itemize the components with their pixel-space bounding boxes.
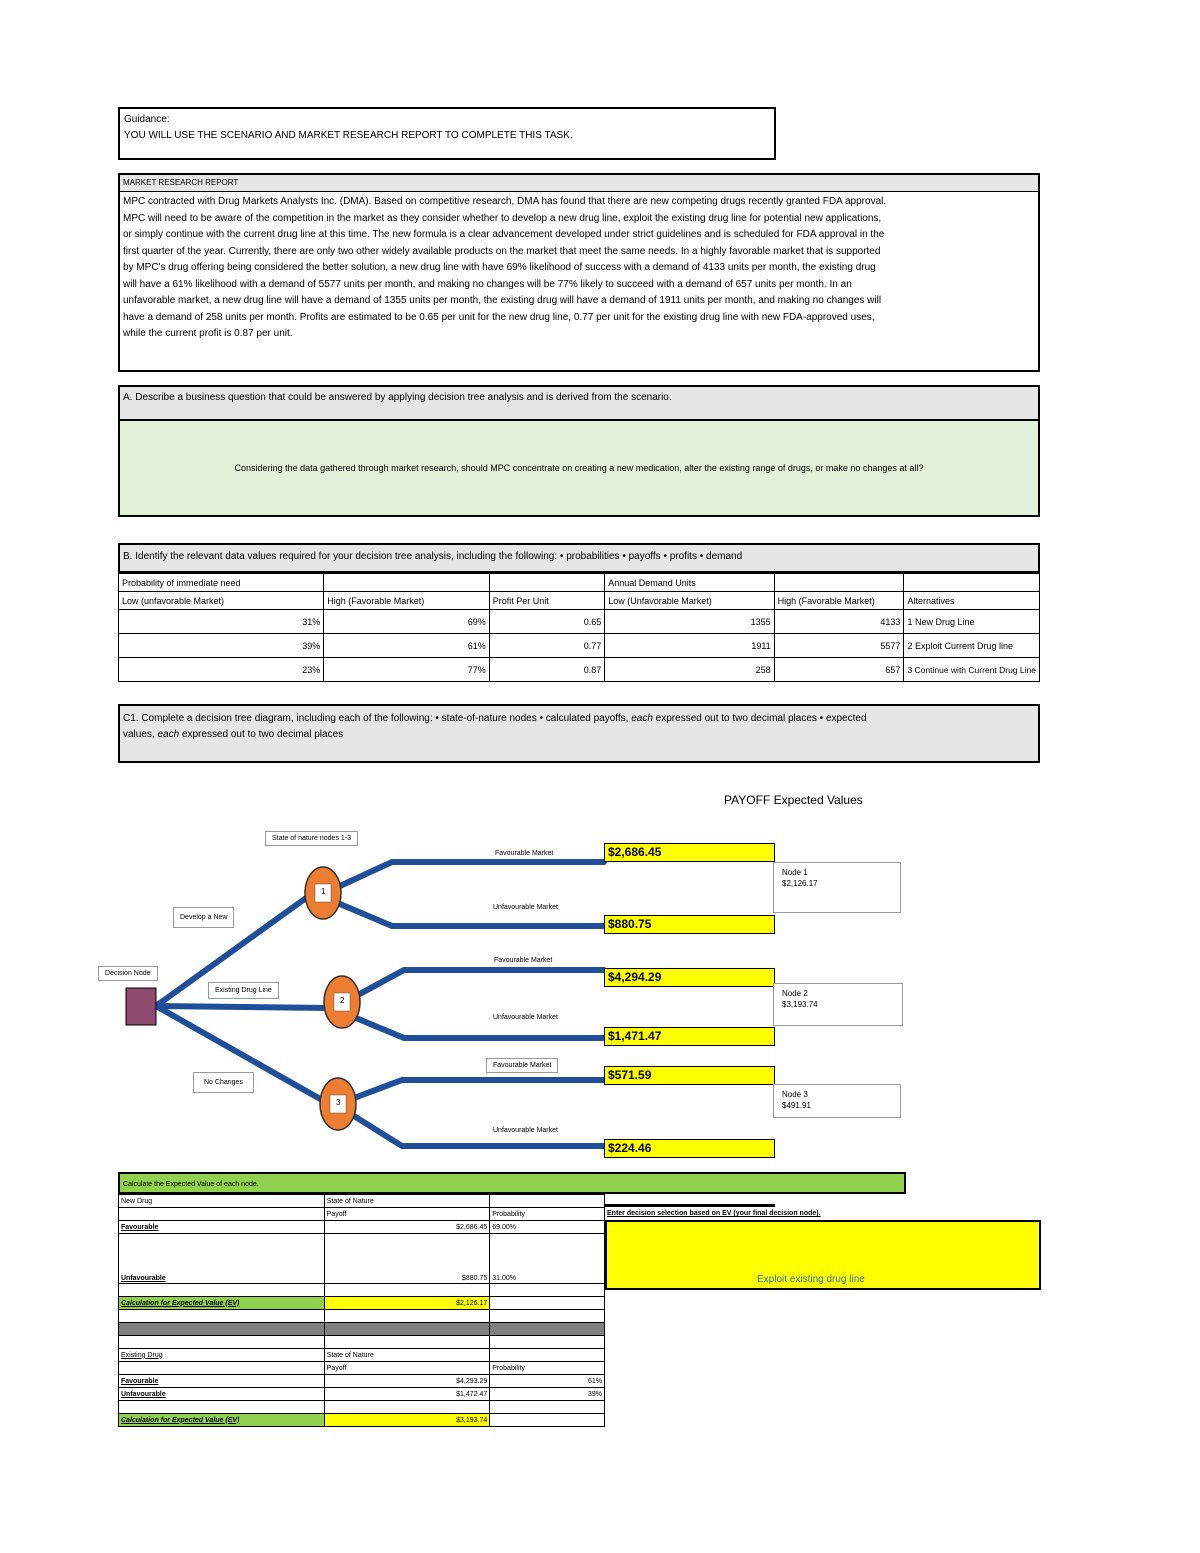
ev-cell [490,1284,605,1297]
table-cell: 5577 [774,634,904,658]
ev-cell [324,1401,490,1414]
table-cell: 0.87 [489,658,605,682]
ev-cell [490,1310,605,1323]
branch-node2-fav [356,970,604,996]
ev-cell: 39% [490,1388,605,1401]
column-header: Profit Per Unit [489,592,605,610]
decision-node-label: Decision Node [98,966,158,981]
ev-cell: Payoff [324,1362,490,1375]
table-cell: 1911 [605,634,774,658]
ev-cell [324,1310,490,1323]
ev-cell [490,1414,605,1427]
ev-cell [119,1336,325,1349]
payoff-header: PAYOFF [724,793,771,807]
ev-cell: $4,293.29 [324,1375,490,1388]
decision-selection-label-text: Enter decision selection based on EV (your final decision node). [607,1210,821,1217]
c1-text: C1. Complete a decision tree diagram, including each of the following: • state-of-nature nodes • calculated payoffs, [123,713,632,724]
node-ev-value: $3,193.74 [782,1000,818,1009]
ev-cell [119,1323,325,1336]
ev-cell: Probability [490,1362,605,1375]
node-ev-value: $2,126.17 [782,879,818,888]
table-cell: 3 Continue with Current Drug Line [904,658,1040,682]
ev-header: Expected Values [773,793,863,807]
unfavorable-label: Unfavourable Market [493,1127,558,1134]
report-line: will have a 61% likelihood with a demand of 5577 units per month, and making no changes will be 77% likely to succeed with a demand of 657 units per month. In an [123,278,852,290]
branch-node1-unfav [340,904,604,926]
table-cell: Annual Demand Units [605,574,774,592]
favorable-label: Favourable Market [495,850,554,857]
ev-cell [119,1362,325,1375]
c1-text: expressed out to two decimal places [179,729,344,740]
decision-node-shape [126,988,156,1025]
unfavorable-label: Unfavourable Market [493,1014,558,1021]
ev-cell [490,1401,605,1414]
node-ev-label: Node 3 [782,1090,808,1099]
ev-cell [119,1310,325,1323]
table-cell: 1 New Drug Line [904,610,1040,634]
table-cell: 0.77 [489,634,605,658]
column-header: Low (unfavorable Market) [119,592,324,610]
ev-cell: Existing Drug [119,1349,325,1362]
payoff-node3-unfavorable: $224.46 [604,1139,775,1158]
ev-cell [490,1323,605,1336]
column-header: Low (Unfavorable Market) [605,592,774,610]
c1-each: each [157,729,180,740]
branch-new-label: Develop a New [173,907,234,928]
ev-cell: $3,193.74 [324,1414,490,1427]
chance-node-3-number: 3 [336,1098,341,1107]
favorable-label: Favourable Market [486,1058,558,1073]
ev-cell [490,1195,605,1208]
node-1-ev-box [773,862,901,913]
ev-cell: Unfavourable [119,1234,325,1284]
guidance-text: YOU WILL USE THE SCENARIO AND MARKET RESEARCH REPORT TO COMPLETE THIS TASK. [124,130,573,141]
ev-cell [119,1401,325,1414]
column-header: High (Favorable Market) [774,592,904,610]
ev-cell: 31.00% [490,1234,605,1284]
branch-existing-label: Existing Drug Line [208,982,279,999]
ev-cell: Calculation for Expected Value (EV) [119,1297,325,1310]
payoff-node1-favorable: $2,686.45 [604,843,775,862]
ev-cell: Favourable [119,1221,325,1234]
ev-cell: Unfavourable [119,1388,325,1401]
table-cell: Probability of immediate need [119,574,324,592]
ev-cell: 61% [490,1375,605,1388]
report-line: or simply continue with the current drug line at this time. The new formula is a clear advancement developed under strict guidelines and is scheduled for FDA approval in the [123,229,885,240]
payoff-node3-favorable: $571.59 [604,1066,775,1085]
section-a-question: A. Describe a business question that could be answered by applying decision tree analysis and is derived from the scenario. [120,387,1038,421]
report-line: while the current profit is 0.87 per unit. [123,328,293,339]
payoff-node2-unfavorable: $1,471.47 [604,1027,775,1046]
ev-cell: 69.00% [490,1221,605,1234]
ev-cell: $1,472.47 [324,1388,490,1401]
table-cell: 657 [774,658,904,682]
ev-cell [119,1208,325,1221]
table-cell: 39% [119,634,324,658]
decision-selection-box [605,1220,1041,1290]
table-cell: 0.65 [489,610,605,634]
ev-cell: Calculation for Expected Value (EV) [119,1414,325,1427]
chance-node-2-number: 2 [340,996,345,1005]
table-cell: 258 [605,658,774,682]
column-header: Alternatives [904,592,1040,610]
state-nodes-label: State of nature nodes 1-3 [265,831,358,846]
payoff-node2-favorable: $4,294.29 [604,968,775,987]
branch-node1-fav [340,862,604,886]
report-line: have a demand of 258 units per month. Profits are estimated to be 0.65 per unit for the new drug line, 0.77 per unit for the existing drug line with new FDA-approved uses, [123,311,875,323]
node-ev-label: Node 2 [782,989,808,998]
column-header: High (Favorable Market) [324,592,489,610]
section-a-answer: Considering the data gathered through market research, should MPC concentrate on creating a new medication, alter the existing range of drugs, or make no changes at all? [234,463,924,473]
c1-each: each [631,713,653,724]
node-3-ev-box [773,1084,901,1118]
table-cell: 61% [324,634,489,658]
ev-cell [490,1297,605,1310]
branch-node2-unfav [356,1018,604,1038]
decision-selection-value: Exploit existing drug line [757,1274,865,1285]
ev-cell: $2,126.17 [324,1297,490,1310]
branch-nochange-label: No Changes [193,1072,254,1093]
node-ev-value: $491.91 [782,1101,811,1110]
report-line: MPC contracted with Drug Markets Analysts Inc. (DMA). Based on competitive research, DMA has found that there are new competing drugs recently granted FDA approval. [123,196,887,207]
ev-cell: State of Nature [324,1349,490,1362]
favorable-label: Favourable Market [494,957,553,964]
node-ev-label: Node 1 [782,868,808,877]
ev-cell [324,1323,490,1336]
payoff-node1-unfavorable: $880.75 [604,915,775,934]
report-line: by MPC's drug offering being considered the better solution, a new drug line with have 69% likelihood of success with a demand of 4133 units per month, the existing drug [123,262,876,273]
chance-node-1-number: 1 [321,887,326,896]
table-cell: 31% [119,610,324,634]
table-cell: 69% [324,610,489,634]
ev-cell: $880.75 [324,1234,490,1284]
report-line: unfavorable market, a new drug line will have a demand of 1355 units per month, the existing drug will have a demand of 1911 units per month, and making no changes will [123,295,882,306]
table-cell: 23% [119,658,324,682]
ev-cell [119,1284,325,1297]
ev-cell: Favourable [119,1375,325,1388]
unfavorable-label: Unfavourable Market [493,904,558,911]
ev-cell: Payoff [324,1208,490,1221]
table-cell: 1355 [605,610,774,634]
c1-text: expressed out to two decimal places • expected [652,713,867,724]
ev-cell: Probability [490,1208,605,1221]
report-title: MARKET RESEARCH REPORT [120,175,1038,192]
ev-title: Calculate the Expected Value of each node. [118,1172,906,1194]
ev-new-drug-table [118,1194,605,1427]
node-2-ev-box [773,983,903,1026]
ev-cell: $2,686.45 [324,1221,490,1234]
branch-node3-fav [354,1080,604,1098]
branch-existing-drug [156,1006,330,1008]
report-line: first quarter of the year. Currently, there are only two other widely available products on the market that meet the same needs. In a highly favorable market that is supported [123,245,881,257]
ev-cell [490,1349,605,1362]
decision-selection-label [605,1204,775,1207]
guidance-title: Guidance: [124,114,170,125]
ev-cell [324,1284,490,1297]
table-cell: 4133 [774,610,904,634]
ev-cell: New Drug [119,1195,325,1208]
c1-text: values, [123,729,158,740]
report-line: MPC will need to be aware of the competition in the market as they consider whether to develop a new drug line, exploit the existing drug line for potential new applications, [123,212,882,224]
branch-node3-unfav [354,1116,604,1146]
table-cell: 77% [324,658,489,682]
ev-cell [324,1336,490,1349]
ev-cell: State of Nature [324,1195,490,1208]
section-b-question: B. Identify the relevant data values required for your decision tree analysis, including the following: • probabilities • payoffs • profits • demand [123,551,743,562]
table-cell: 2 Exploit Current Drug line [904,634,1040,658]
ev-cell [490,1336,605,1349]
